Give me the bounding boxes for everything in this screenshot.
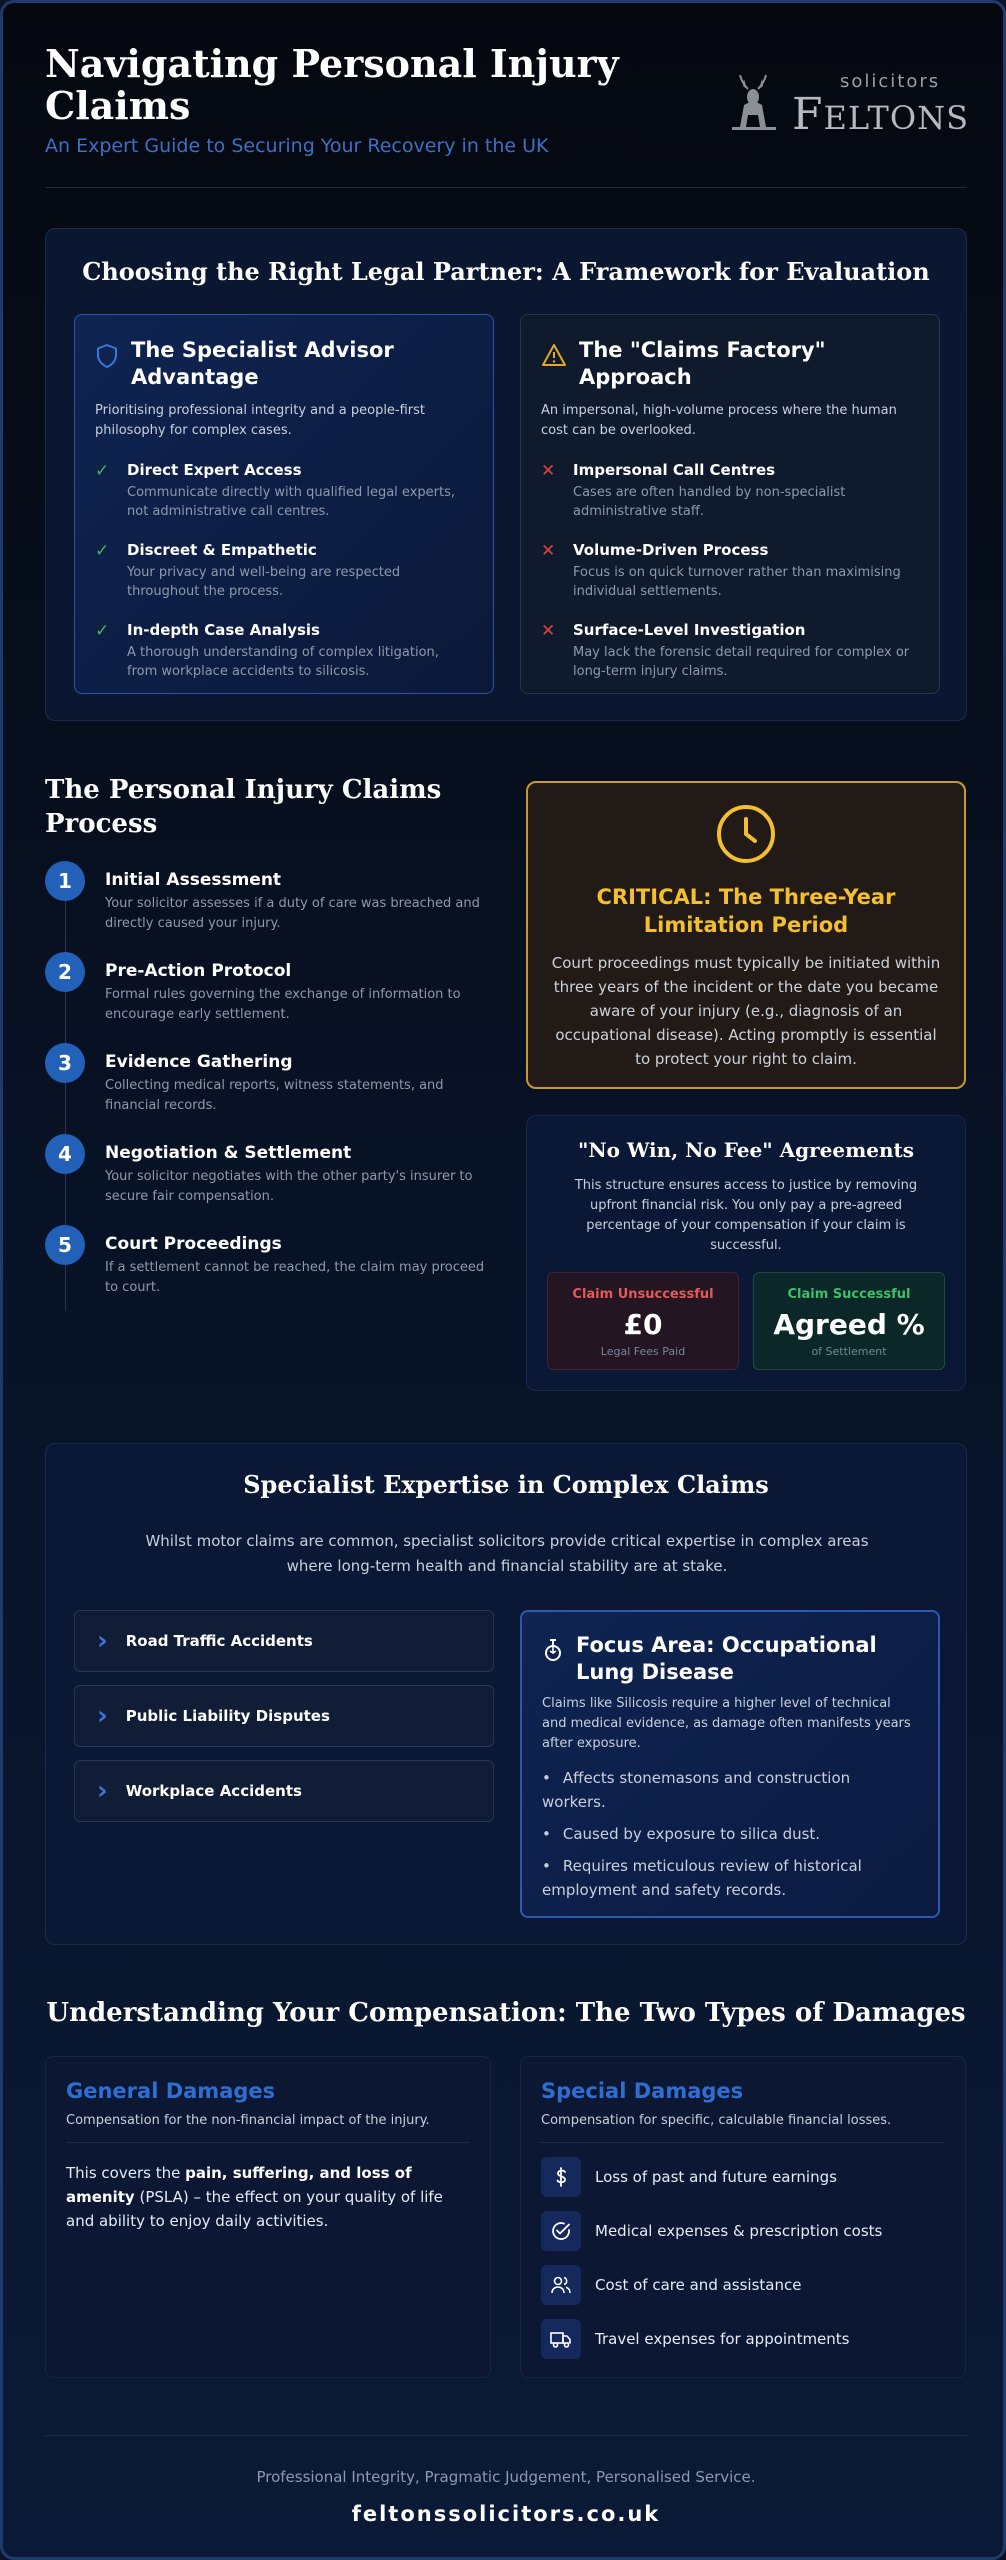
process-step: 4 Negotiation & Settlement Your solicitor negotiates with the other party's insurer to secure fair compensation. [45, 1134, 485, 1225]
factory-card-title: The "Claims Factory" Approach [579, 338, 826, 389]
compensation-title: Understanding Your Compensation: The Two Types of Damages [46, 1998, 966, 2028]
limitation-title: CRITICAL: The Three-Year Limitation Period [596, 885, 896, 937]
lungs-icon [542, 1637, 564, 1663]
factory-feature: ✕ Surface-Level Investigation May lack the forensic detail required for complex or long-term injury claims. [541, 621, 910, 679]
chevron-right-icon: › [97, 1626, 108, 1656]
general-damages-card [45, 2056, 491, 2378]
cross-icon: ✕ [541, 541, 556, 561]
focus-desc: Claims like Silicosis require a higher level of technical and medical evidence, as damage often manifests years after exposure. [542, 1696, 911, 1751]
limitation-text: Court proceedings must typically be initiated within three years of the incident or the date you became aware of your injury (e.g., diagnosis of an occupational disease). Acting promptly is essential to protect your right to claim. [551, 954, 941, 1068]
chevron-right-icon: › [97, 1701, 108, 1731]
expertise-title: Specialist Expertise in Complex Claims [243, 1470, 769, 1499]
shield-icon [95, 343, 119, 369]
factory-feature: ✕ Volume-Driven Process Focus is on quick turnover rather than maximising individual settlements. [541, 541, 901, 599]
special-damage-item: Loss of past and future earnings [541, 2157, 945, 2197]
clock-icon [715, 803, 777, 865]
expertise-section [45, 1443, 967, 1945]
list-item: • Requires meticulous review of historical employment and safety records. [542, 1854, 918, 1902]
special-damages-title: Special Damages [541, 2079, 744, 2103]
specialist-feature: ✓ Discreet & Empathetic Your privacy and well-being are respected throughout the process. [95, 541, 401, 599]
footer-tagline: Professional Integrity, Pragmatic Judgement, Personalised Service. [256, 2468, 756, 2486]
stag-logo-icon [722, 71, 788, 137]
logo-subtext: solicitors [840, 71, 941, 92]
special-damage-item: Travel expenses for appointments [541, 2319, 945, 2359]
occupational-lung-disease-card [520, 1610, 940, 1918]
general-damages-text: This covers the pain, suffering, and loss of amenity (PSLA) – the effect on your quality of life and ability to enjoy daily activities. [66, 2164, 443, 2230]
process-step: 1 Initial Assessment Your solicitor assesses if a duty of care was breached and directly caused your injury. [45, 861, 485, 952]
process-step: 2 Pre-Action Protocol Formal rules governing the exchange of information to encourage early settlement. [45, 952, 485, 1043]
special-damage-item: Medical expenses & prescription costs [541, 2211, 945, 2251]
factory-feature: ✕ Impersonal Call Centres Cases are often handled by non-specialist administrative staff. [541, 461, 846, 519]
framework-title: Choosing the Right Legal Partner: A Framework for Evaluation [82, 257, 930, 286]
area-road-traffic[interactable]: › Road Traffic Accidents [74, 1610, 494, 1672]
check-icon: ✓ [95, 541, 110, 561]
area-workplace-accidents[interactable]: › Workplace Accidents [74, 1760, 494, 1822]
website-link[interactable]: feltonssolicitors.co.uk [351, 2502, 661, 2526]
focus-title: Focus Area: Occupational Lung Disease [576, 1633, 877, 1684]
page-subtitle: An Expert Guide to Securing Your Recovery in the UK [45, 135, 549, 157]
truck-icon [541, 2319, 581, 2359]
warning-icon [541, 343, 567, 367]
footer [45, 2435, 967, 2526]
header [45, 41, 970, 188]
claims-factory-card [520, 314, 940, 694]
nwnf-title: "No Win, No Fee" Agreements [577, 1138, 915, 1162]
area-public-liability[interactable]: › Public Liability Disputes [74, 1685, 494, 1747]
specialist-advisor-card [74, 314, 494, 694]
special-damages-card [520, 2056, 966, 2378]
process-step: 5 Court Proceedings If a settlement cannot be reached, the claim may proceed to court. [45, 1225, 485, 1316]
general-damages-title: General Damages [66, 2079, 276, 2103]
factory-card-desc: An impersonal, high-volume process where the human cost can be overlooked. [541, 403, 897, 438]
process-steps [45, 861, 485, 1316]
step-number: 2 [45, 952, 85, 992]
chevron-right-icon: › [97, 1776, 108, 1806]
page-title: Navigating Personal Injury Claims [45, 41, 619, 128]
limitation-period-callout [526, 781, 966, 1089]
check-icon: ✓ [95, 461, 110, 481]
claim-unsuccessful-box: Claim Unsuccessful £0 Legal Fees Paid [547, 1272, 739, 1370]
specialist-card-title: The Specialist Advisor Advantage [131, 338, 394, 389]
expertise-desc: Whilst motor claims are common, specialist solicitors provide critical expertise in complex areas where long-term health and financial stability are at stake. [145, 1532, 869, 1575]
focus-bullets [542, 1766, 918, 1902]
list-item: • Caused by exposure to silica dust. [542, 1822, 918, 1846]
cross-icon: ✕ [541, 461, 556, 481]
step-number: 5 [45, 1225, 85, 1265]
process-step: 3 Evidence Gathering Collecting medical reports, witness statements, and financial records. [45, 1043, 485, 1134]
specialist-feature: ✓ In-depth Case Analysis A thorough understanding of complex litigation, from workplace accidents to silicosis. [95, 621, 439, 679]
users-icon [541, 2265, 581, 2305]
step-number: 3 [45, 1043, 85, 1083]
logo-wordmark: FELTONS [792, 89, 970, 140]
framework-section [45, 228, 967, 721]
check-circle-icon [541, 2211, 581, 2251]
step-number: 4 [45, 1134, 85, 1174]
list-item: • Affects stonemasons and construction workers. [542, 1766, 918, 1814]
nwnf-text: This structure ensures access to justice by removing upfront financial risk. You only pay a pre-agreed percentage of your compensation if your claim is successful. [574, 1178, 918, 1253]
special-damage-item: Cost of care and assistance [541, 2265, 945, 2305]
general-damages-sub: Compensation for the non-financial impact of the injury. [66, 2113, 470, 2143]
cross-icon: ✕ [541, 621, 556, 641]
feltons-logo[interactable] [722, 71, 970, 141]
no-win-no-fee-card [526, 1115, 966, 1391]
process-title: The Personal Injury Claims Process [45, 775, 442, 839]
special-damages-sub: Compensation for specific, calculable financial losses. [541, 2113, 945, 2143]
specialist-card-desc: Prioritising professional integrity and a people-first philosophy for complex cases. [95, 403, 426, 438]
specialist-feature: ✓ Direct Expert Access Communicate directly with qualified legal experts, not administrative call centres. [95, 461, 455, 519]
check-icon: ✓ [95, 621, 110, 641]
claim-successful-box: Claim Successful Agreed % of Settlement [753, 1272, 945, 1370]
step-number: 1 [45, 861, 85, 901]
dollar-icon [541, 2157, 581, 2197]
